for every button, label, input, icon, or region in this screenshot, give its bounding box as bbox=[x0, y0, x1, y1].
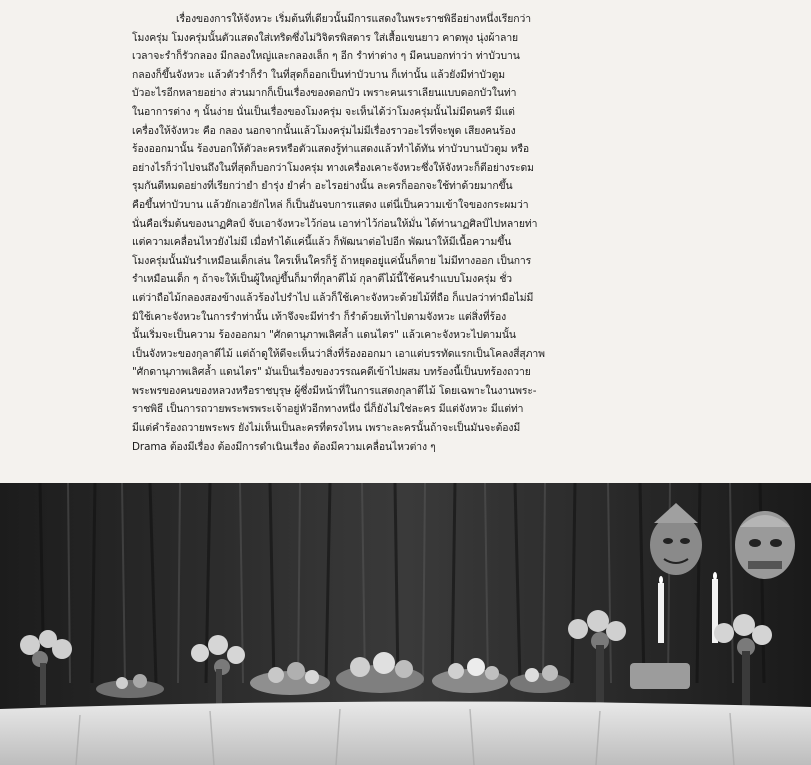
text-line: แต่ความเคลื่อนไหวยังไม่มี เมื่อทำได้แค่นี้แล้ว ก็พัฒนาต่อไปอีก พัฒนาให้มีเนื้อความขึ้น bbox=[132, 236, 512, 249]
text-line: โมงครุ่มนั้นมันรำเหมือนเด็กเล่น ใครเห็นใครก็รู้ ถ้าหยุดอยู่แค่นั้นก็ตาย ไม่มีทางออก เป็นการ bbox=[132, 254, 532, 267]
text-line: นั่นคือเริ่มต้นของนาฏศิลป์ จับเอาจังหวะไว้ก่อน เอาท่าไว้ก่อนให้มั่น ได้ท่านาฏศิลป์ไปหลายท่า bbox=[132, 217, 538, 230]
stage-altar-photo bbox=[0, 483, 811, 765]
text-line: ในอาการต่าง ๆ นั้นง่าย นั่นเป็นเรื่องของโมงครุ่ม จะเห็นได้ว่าโมงครุ่มนั้นไม่มีดนตรี มีแต่ bbox=[132, 105, 515, 118]
text-line: รำเหมือนเด็ก ๆ ถ้าจะให้เป็นผู้ใหญ่ขึ้นก็มาที่กุลาตีไม้ กุลาตีไม้นี้ใช้คนรำแบบโมงครุ่ม ชั่ว bbox=[132, 273, 513, 286]
text-line: คือขึ้นท่าบัวบาน แล้วยักเอวยักไหล่ ก็เป็นอันจบการแสดง แต่นี่เป็นความเข้าใจของกระผมว่า bbox=[132, 198, 529, 211]
text-line: มิใช้เคาะจังหวะในการรำท่านั้น เท้าจึงจะมีท่ารำ ก็รำด้วยเท้าไปตามจังหวะ แต่สิ่งที่ร้อง bbox=[132, 310, 507, 323]
text-line: กลองก็ขึ้นจังหวะ แล้วตัวรำก็รำ ในที่สุดก็ออกเป็นท่าบัวบาน ก็เท่านั้น แล้วยังมีท่าบัวตูม bbox=[132, 68, 506, 81]
text-line: โมงครุ่ม โมงครุ่มนั้นตัวแสดงใส่เทริดซึ่งไม่วิจิตรพิสดาร ใส่เสื้อแขนยาว คาดพุง นุ่งผ้าลาย bbox=[132, 31, 519, 44]
text-line: นั้นเริ่มจะเป็นความ ร้องออกมา "ศักดานุภาพเลิศล้ำ แดนไตร" แล้วเคาะจังหวะไปตามนั้น bbox=[132, 329, 516, 342]
text-line: รุมกันตีหมดอย่างที่เรียกว่ายำ ยำรุ่ง ยำค่ำ อะไรอย่างนั้น ละครก็ออกจะใช้ท่าด้วยมากขึ้น bbox=[132, 180, 513, 193]
text-line: เรื่องของการให้จังหวะ เริ่มต้นที่เดียวนั้นมีการแสดงในพระราชพิธีอย่างหนึ่งเรียกว่า bbox=[176, 13, 531, 25]
text-line: ร้องออกมานั้น ร้องบอกให้ตัวละครหรือตัวแสดงรู้ท่าแสดงแล้วทำได้ทัน ท่าบัวบานบัวตูม หรือ bbox=[132, 143, 530, 156]
text-line: Drama ต้องมีเรื่อง ต้องมีการดำเนินเรื่อง ต้องมีความเคลื่อนไหวต่าง ๆ bbox=[132, 440, 436, 453]
text-line: เครื่องให้จังหวะ คือ กลอง นอกจากนั้นแล้วโมงครุ่มไม่มีเรื่องราวอะไรที่จะพูด เสียงคนร้อง bbox=[132, 124, 516, 137]
text-line: "ศักดานุภาพเลิศล้ำ แดนไตร" มันเป็นเรื่องของวรรณคดีเข้าไปผสม บทร้องนี้เป็นบทร้องถวาย bbox=[132, 366, 531, 379]
candle-icon bbox=[658, 576, 664, 643]
mask-icon bbox=[735, 511, 795, 579]
text-line: พระพรของคนของหลวงหรือราชบุรุษ ผู้ซึ่งมีหน้าที่ในการแสดงกุลาตีไม้ โดยเฉพาะในงานพระ- bbox=[132, 384, 537, 397]
text-line: เวลาจะรำก็รัวกลอง มีกลองใหญ่และกลองเล็ก ๆ อีก รำท่าต่าง ๆ มีคนบอกท่าว่า ท่าบัวบาน bbox=[132, 50, 520, 63]
text-line: มีแต่คำร้องถวายพระพร ยังไม่เห็นเป็นละครที่ตรงไหน เพราะละครนั้นถ้าจะเป็นมันจะต้องมี bbox=[132, 422, 521, 435]
text-line: แต่ว่าถือไม้กลองสองข้างแล้วร้องไปรำไป แล้วก็ใช้เคาะจังหวะด้วยไม้ที่ถือ ก็แปลว่าท่ามือไม่มี bbox=[132, 291, 534, 304]
text-line: ราชพิธี เป็นการถวายพระพรพระเจ้าอยู่หัวอีกทางหนึ่ง นี่ก็ยังไม่ใช่ละคร มีแต่จังหวะ มีแต่ท่า bbox=[132, 403, 524, 416]
body-text bbox=[132, 10, 692, 456]
table-cloth bbox=[0, 701, 811, 765]
text-line: เป็นจังหวะของกุลาตีไม้ แต่ถ้าดูให้ดีจะเห็นว่าสิ่งที่ร้องออกมา เอาแต่บรรทัดแรกเป็นโคลงสี่สุภาพ bbox=[132, 347, 545, 360]
text-line: อย่างไรก็ว่าไปจนถึงในที่สุดก็บอกว่าโมงครุ่ม ทางเครื่องเคาะจังหวะซึ่งให้จังหวะก็ตีอย่างระดม bbox=[132, 161, 534, 174]
text-line: บัวอะไรอีกหลายอย่าง ส่วนมากก็เป็นเรื่องของดอกบัว เพราะคนเราเลียนแบบดอกบัวในท่า bbox=[132, 87, 517, 100]
